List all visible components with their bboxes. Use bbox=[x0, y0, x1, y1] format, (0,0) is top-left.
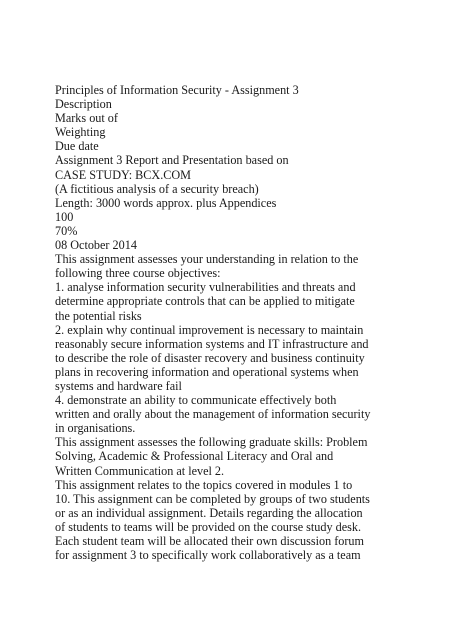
objective-line: in organisations. bbox=[55, 421, 136, 436]
objective-line: plans in recovering information and operational systems when bbox=[55, 364, 359, 379]
paragraph-line: Each student team will be allocated their own discussion forum bbox=[55, 534, 365, 548]
paragraph-line: following three course objectives: bbox=[55, 266, 221, 281]
assignment-description: Assignment 3 Report and Presentation based on bbox=[55, 153, 289, 168]
paragraph-line: of students to teams will be provided on the course study desk. bbox=[55, 519, 361, 534]
weighting-value: 70% bbox=[55, 223, 78, 238]
objective-line: 4. demonstrate an ability to communicate effectively both bbox=[55, 393, 337, 408]
objective-line: 1. analyse information security vulnerabilities and threats and bbox=[55, 280, 356, 295]
paragraph-line: This assignment relates to the topics covered in modules 1 to bbox=[55, 477, 353, 492]
due-date-value: 08 October 2014 bbox=[55, 238, 137, 253]
label-due-date: Due date bbox=[55, 139, 99, 154]
objective-line: reasonably secure information systems and IT infrastructure and bbox=[55, 336, 369, 351]
label-description: Description bbox=[55, 97, 112, 112]
paragraph-line: for assignment 3 to specifically work collaboratively as a team bbox=[55, 548, 361, 563]
paragraph-line: This assignment assesses your understanding in relation to the bbox=[55, 252, 359, 267]
objective-line: to describe the role of disaster recovery and business continuity bbox=[55, 350, 365, 365]
objective-line: written and orally about the management of information security bbox=[55, 407, 371, 422]
label-weighting: Weighting bbox=[55, 125, 106, 140]
paragraph-line: This assignment assesses the following graduate skills: Problem bbox=[55, 435, 368, 450]
objective-line: systems and hardware fail bbox=[55, 378, 182, 393]
objective-line: determine appropriate controls that can be applied to mitigate bbox=[55, 294, 355, 309]
paragraph-line: 10. This assignment can be completed by groups of two students bbox=[55, 491, 370, 506]
marks-value: 100 bbox=[55, 209, 74, 224]
paragraph-line: or as an individual assignment. Details regarding the allocation bbox=[55, 505, 363, 520]
paragraph-line: Written Communication at level 2. bbox=[55, 463, 225, 478]
objective-line: 2. explain why continual improvement is necessary to maintain bbox=[55, 322, 364, 337]
objective-line: the potential risks bbox=[55, 308, 142, 323]
paragraph-line: Solving, Academic & Professional Literacy and Oral and bbox=[55, 449, 334, 464]
case-study-note: (A fictitious analysis of a security breach) bbox=[55, 181, 259, 196]
length-requirement: Length: 3000 words approx. plus Appendices bbox=[55, 195, 277, 210]
label-marks-out-of: Marks out of bbox=[55, 111, 118, 126]
document-title: Principles of Information Security - Assignment 3 bbox=[55, 83, 299, 97]
case-study-name: CASE STUDY: BCX.COM bbox=[55, 167, 192, 182]
document-text bbox=[55, 83, 415, 562]
